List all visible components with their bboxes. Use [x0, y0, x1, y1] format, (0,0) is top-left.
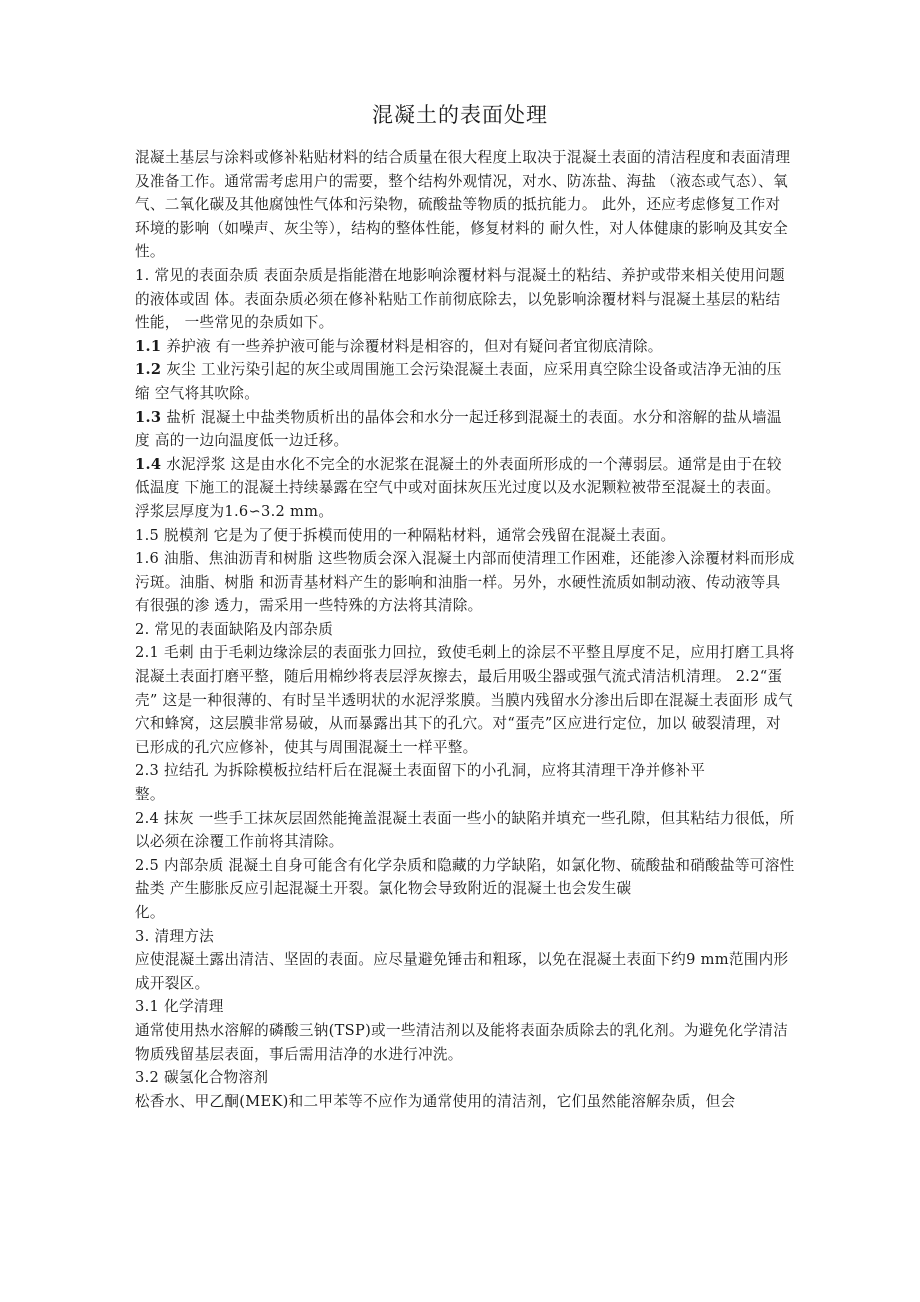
section-3-intro: 应使混凝土露出清洁、坚固的表面。应尽量避免锤击和粗琢，以免在混凝土表面下约9 mm范围内形成开裂区。: [135, 951, 789, 992]
section-1-4-number: 1.4: [135, 455, 162, 473]
section-1-6-paragraph: 1.6 油脂、焦油沥青和树脂 这些物质会深入混凝土内部而使清理工作困难，还能渗入涂覆材料而形成污斑。油脂、树脂 和沥青基材料产生的影响和油脂一样。另外，水硬性流质如制动液、传动液等具有很强的渗 透力，需采用一些特殊的方法将其清除。: [135, 550, 795, 615]
section-3-1-paragraph: 通常使用热水溶解的磷酸三钠(TSP)或一些清洁剂以及能将表面杂质除去的乳化剂。为避免化学清洁物质残留基层表面，事后需用洁净的水进行冲洗。: [135, 1021, 789, 1063]
section-1-1-number: 1.1: [135, 337, 162, 355]
section-1-2-paragraph: [135, 358, 795, 405]
section-1-paragraph: 1. 常见的表面杂质 表面杂质是指能潜在地影响涂覆材料与混凝土的粘结、养护或带来相关使用问题的液体或固 体。表面杂质必须在修补粘贴工作前彻底除去，以免影响涂覆材料与混凝土基层的粘结性能， 一些常见的杂质如下。: [135, 266, 785, 332]
section-1-3-text: 盐析 混凝土中盐类物质析出的晶体会和水分一起迁移到混凝土的表面。水分和溶解的盐从墙温度 高的一边向温度低一边迁移。: [135, 408, 782, 450]
section-1-4-paragraph: [135, 453, 795, 524]
section-1-3-number: 1.3: [135, 408, 162, 426]
document-title: 混凝土的表面处理: [372, 103, 548, 127]
document-body: [135, 146, 795, 1113]
section-1-1-paragraph: [135, 335, 795, 359]
section-3-2-heading: 3.2 碳氢化合物溶剂: [135, 1069, 269, 1087]
section-2-3-paragraph: 2.3 拉结孔 为拆除模板拉结杆后在混凝土表面留下的小孔洞，应将其清理干净并修补平: [135, 762, 706, 780]
section-1-4-text: 水泥浮浆 这是由水化不完全的水泥浆在混凝土的外表面所形成的一个薄弱层。通常是由于在较低温度 下施工的混凝土持续暴露在空气中或对面抹灰压光过度以及水泥颗粒被带至混凝土的表面。 浮浆层厚度为1.6∽3.2 mm。: [135, 455, 782, 520]
section-1-1-text: 养护液 有一些养护液可能与涂覆材料是相容的，但对有疑问者宜彻底清除。: [161, 337, 663, 355]
intro-paragraph: 混凝土基层与涂料或修补粘贴材料的结合质量在很大程度上取决于混凝土表面的清洁程度和表面清理及准备工作。通常需考虑用户的需要，整个结构外观情况，对水、防冻盐、海盐 （液态或气态）、氧气、二氧化碳及其他腐蚀性气体和污染物，硫酸盐等物质的抵抗能力。 此外，还应考虑修复工作对环境的影响（如噪声、灰尘等），结构的整体性能，修复材料的 耐久性，对人体健康的影响及其安全性。: [135, 149, 791, 261]
section-1-3-paragraph: [135, 406, 795, 453]
section-3-heading: 3. 清理方法: [135, 927, 215, 945]
section-2-1-paragraph: 2.1 毛刺 由于毛刺边缘涂层的表面张力回拉，致使毛刺上的涂层不平整且厚度不足，应用打磨工具将 混凝土表面打磨平整，随后用棉纱将表层浮灰擦去，最后用吸尘器或强气流式清洁机清理。 2.2“蛋壳” 这是一种很薄的、有时呈半透明状的水泥浮浆膜。当膜内残留水分渗出后即在混凝土表面形 成气穴和蜂窝，这层膜非常易破，从而暴露出其下的孔穴。对“蛋壳”区应进行定位，加以 破裂清理，对已形成的孔穴应修补，使其与周围混凝土一样平整。: [135, 644, 795, 756]
section-1-5-paragraph: 1.5 脱模剂 它是为了便于拆模而使用的一种隔粘材料，通常会残留在混凝土表面。: [135, 526, 676, 544]
section-3-2-paragraph: 松香水、甲乙酮(MEK)和二甲苯等不应作为通常使用的清洁剂，它们虽然能溶解杂质，但会: [135, 1092, 736, 1110]
section-2-3-continuation: 整。: [135, 786, 165, 804]
section-2-5-paragraph: 2.5 内部杂质 混凝土自身可能含有化学杂质和隐藏的力学缺陷，如氯化物、硫酸盐和硝酸盐等可溶性盐类 产生膨胀反应引起混凝土开裂。氯化物会导致附近的混凝土也会发生碳: [135, 856, 795, 898]
section-1-2-number: 1.2: [135, 361, 162, 379]
section-2-4-paragraph: 2.4 抹灰 一些手工抹灰层固然能掩盖混凝土表面一些小的缺陷并填充一些孔隙，但其粘结力很低，所 以必须在涂覆工作前将其清除。: [135, 809, 795, 851]
section-3-1-heading: 3.1 化学清理: [135, 998, 224, 1016]
section-2-5-continuation: 化。: [135, 904, 165, 921]
section-1-2-text: 灰尘 工业污染引起的灰尘或周围施工会污染混凝土表面，应采用真空除尘设备或洁净无油的压缩 空气将其吹除。: [135, 361, 782, 402]
section-2-heading: 2. 常见的表面缺陷及内部杂质: [135, 620, 334, 638]
